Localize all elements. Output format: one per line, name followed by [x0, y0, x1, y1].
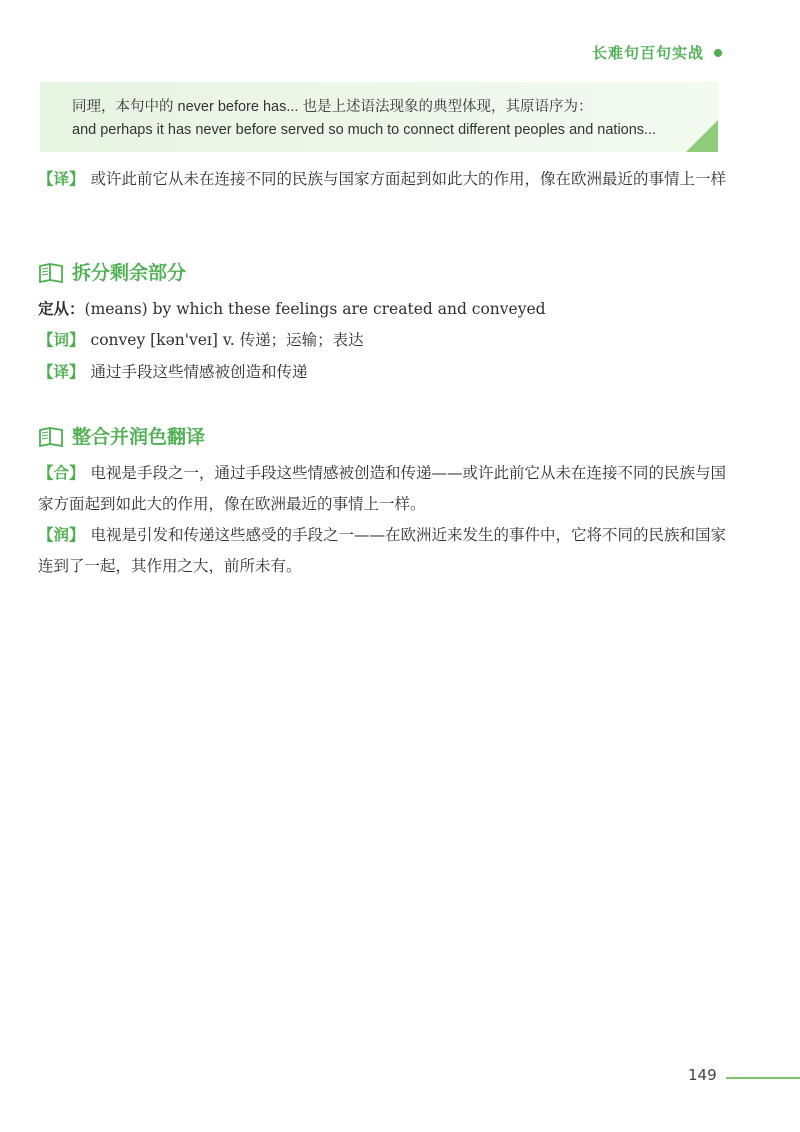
- combine-text: 电视是手段之一，通过手段这些情感被创造和传递——或许此前它从未在连接不同的民族与国家方面起到如此大的作用，像在欧洲最近的事情上一样。: [38, 464, 727, 513]
- page-fold-icon: [686, 120, 718, 152]
- translation-text: 通过手段这些情感被创造和传递: [90, 363, 308, 381]
- combine-paragraph: [38, 458, 728, 520]
- polish-paragraph: [38, 520, 728, 582]
- translation-text: 或许此前它从未在连接不同的民族与国家方面起到如此大的作用，像在欧洲最近的事情上一样: [90, 170, 727, 188]
- translation-line-2: [38, 357, 728, 388]
- definition-text: (means) by which these feelings are created and conveyed: [84, 300, 546, 318]
- book-icon: [38, 425, 64, 447]
- section-heading-integrate: [38, 422, 205, 449]
- section-heading-split: [38, 258, 186, 285]
- polish-tag: 【润】: [38, 526, 85, 544]
- translation-tag: 【译】: [38, 363, 85, 381]
- header-title: 长难句百句实战: [591, 44, 704, 62]
- footer-divider: [726, 1077, 800, 1079]
- book-icon: [38, 261, 64, 283]
- section-title: 整合并润色翻译: [72, 426, 206, 448]
- section-title: 拆分剩余部分: [72, 262, 187, 284]
- running-header: [592, 42, 722, 63]
- word-line: [38, 325, 728, 356]
- translation-paragraph-1: [38, 164, 728, 195]
- definition-label: 定从：: [38, 300, 85, 318]
- definition-line: [38, 294, 728, 325]
- word-text: convey [kən'veɪ] v. 传递；运输；表达: [90, 331, 364, 349]
- note-line-2: and perhaps it has never before served so much to connect different peoples and nations...: [72, 122, 657, 138]
- combine-tag: 【合】: [38, 464, 85, 482]
- note-box: [40, 82, 718, 152]
- polish-text: 电视是引发和传递这些感受的手段之一——在欧洲近来发生的事件中，它将不同的民族和国家连到了一起，其作用之大，前所未有。: [38, 526, 727, 575]
- header-dot-icon: [714, 49, 722, 57]
- note-line-1: 同理，本句中的 never before has... 也是上述语法现象的典型体现，其原语序为：: [72, 99, 593, 115]
- word-tag: 【词】: [38, 331, 85, 349]
- translation-tag: 【译】: [38, 170, 85, 188]
- page-number: 149: [688, 1066, 717, 1084]
